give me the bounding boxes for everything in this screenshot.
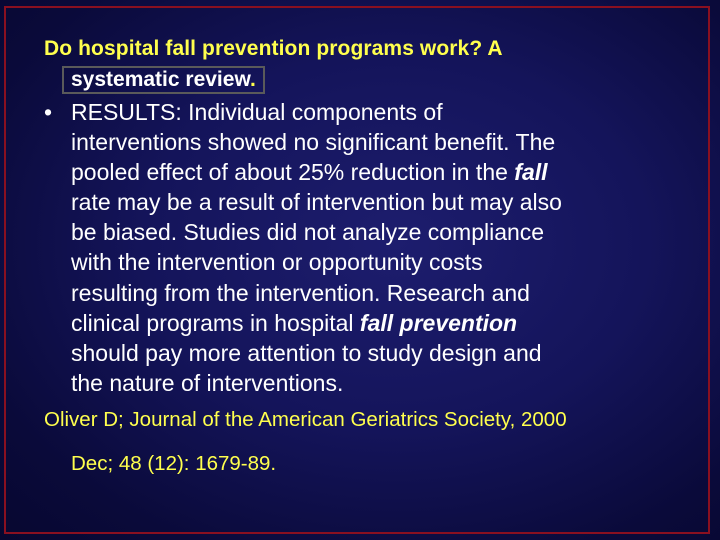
body-line-text: should pay more attention to study design and	[71, 339, 542, 366]
emphasis-fall: fall	[514, 159, 548, 186]
body-line-text: interventions showed no significant benefit. The	[71, 129, 556, 156]
body-line-text: resulting from the intervention. Research and	[71, 279, 530, 306]
body-line	[71, 278, 691, 308]
emphasis-fall-prevention: fall prevention	[359, 309, 518, 336]
citation-line-1: Oliver D; Journal of the American Geriatrics Society, 2000	[44, 408, 567, 431]
slide-title: Do hospital fall prevention programs work? A	[44, 37, 503, 60]
body-line-text: clinical programs in hospital	[71, 309, 360, 336]
body-line-text: be biased. Studies did not analyze compliance	[71, 219, 545, 246]
slide-title-period: .	[250, 68, 256, 91]
results-paragraph	[71, 97, 691, 398]
body-line-text: the nature of interventions.	[71, 369, 344, 396]
body-line	[71, 97, 691, 127]
body-line	[71, 187, 691, 217]
body-line-text: pooled effect of about 25% reduction in the	[71, 159, 515, 186]
slide-title-highlight	[62, 66, 265, 94]
body-line-text: rate may be a result of intervention but may also	[71, 189, 562, 216]
body-line	[71, 247, 691, 277]
body-line	[71, 308, 691, 338]
citation-line-2: Dec; 48 (12): 1679-89.	[71, 452, 277, 475]
body-line	[71, 368, 691, 398]
body-line	[71, 338, 691, 368]
bullet-marker: •	[44, 99, 53, 125]
body-line	[71, 127, 691, 157]
body-line-text: RESULTS: Individual components of	[71, 99, 443, 125]
slide-title-continuation: systematic review	[71, 68, 251, 91]
body-line	[71, 217, 691, 247]
body-line-text: with the intervention or opportunity costs	[71, 249, 483, 276]
body-line	[71, 157, 691, 187]
